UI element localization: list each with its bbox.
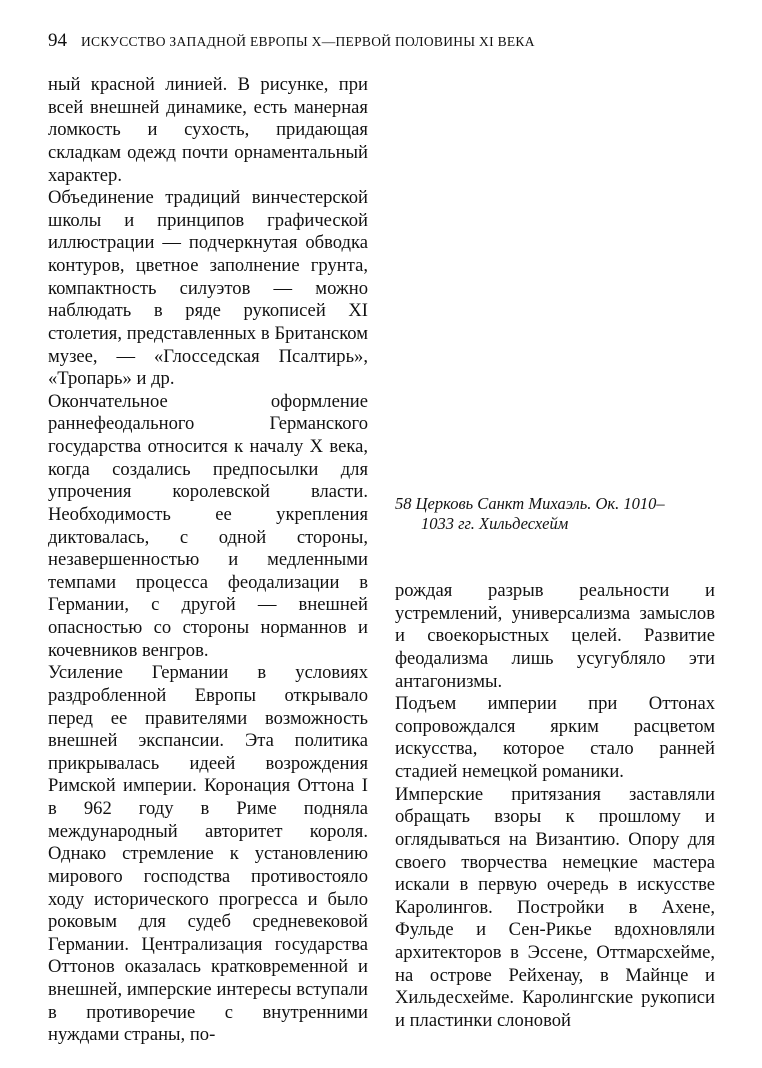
page-header [48,30,722,54]
paragraph: ный красной линией. В рисунке, при всей внешней динамике, есть манерная ломкость и сухость, придающая складкам одежд почти орнаментальный характер. [48,74,368,186]
paragraph: Имперские притязания заставляли обращать взоры к прошлому и оглядываться на Византию. Опору для своего творчества немецкие мастера искали в первую очередь в искусстве Каролингов. Постройки в Ахене, Фульде и Сен-Рикье вдохновляли архитекторов в Эссене, Оттмарсхейме, на острове Рейхенау, в Майнце и Хильдесхейме. Каролингские рукописи и пластинки слоновой [395,783,715,1031]
caption-line-1: 58 Церковь Санкт Михаэль. Ок. 1010– [395,494,665,513]
paragraph: рождая разрыв реальности и устремлений, универсализма замыслов и своекорыстных целей. Развитие феодализма лишь усугубляло эти антагонизмы. [395,580,715,692]
paragraph: Окончательное оформление раннефеодального Германского государства относится к началу X века, когда создались предпосылки для упрочения королевской власти. Необходимость ее укрепления диктовалась, с одной стороны, незавершенностью и медленными темпами процесса феодализации в Германии, с другой — внешней опасностью со стороны норманнов и кочевников венгров. [48,390,368,661]
paragraph: Подъем империи при Оттонах сопровождался ярким расцветом искусства, которое стало ранней стадией немецкой романики. [395,693,715,782]
running-head: ИСКУССТВО ЗАПАДНОЙ ЕВРОПЫ X—ПЕРВОЙ ПОЛОВИНЫ XI ВЕКА [81,34,535,49]
figure-caption [395,494,725,534]
paragraph: Объединение традиций винчестерской школы и принципов графической иллюстрации — подчеркнутая обводка контуров, цветное заполнение грунта, компактность силуэтов — можно наблюдать в ряде рукописей XI столетия, представленных в Британском музее, — «Глосседская Псалтирь», «Тропарь» и др. [48,187,368,390]
left-column [48,74,368,1047]
caption-line-2: 1033 гг. Хильдесхейм [421,514,569,533]
paragraph: Усиление Германии в условиях раздробленной Европы открывало перед ее правителями возможность внешней экспансии. Эта политика прикрывалась идеей возрождения Римской империи. Коронация Оттона I в 962 году в Риме подняла международный авторитет короля. Однако стремление к установлению мирового господства противостояло ходу исторического прогресса и было роковым для судеб средневековой Германии. Централизация государства Оттонов оказалась кратковременной и внешней, имперские интересы вступали в противоречие с внутренними нуждами страны, по- [48,662,368,1046]
right-column [395,580,715,1033]
page-number: 94 [48,30,67,51]
